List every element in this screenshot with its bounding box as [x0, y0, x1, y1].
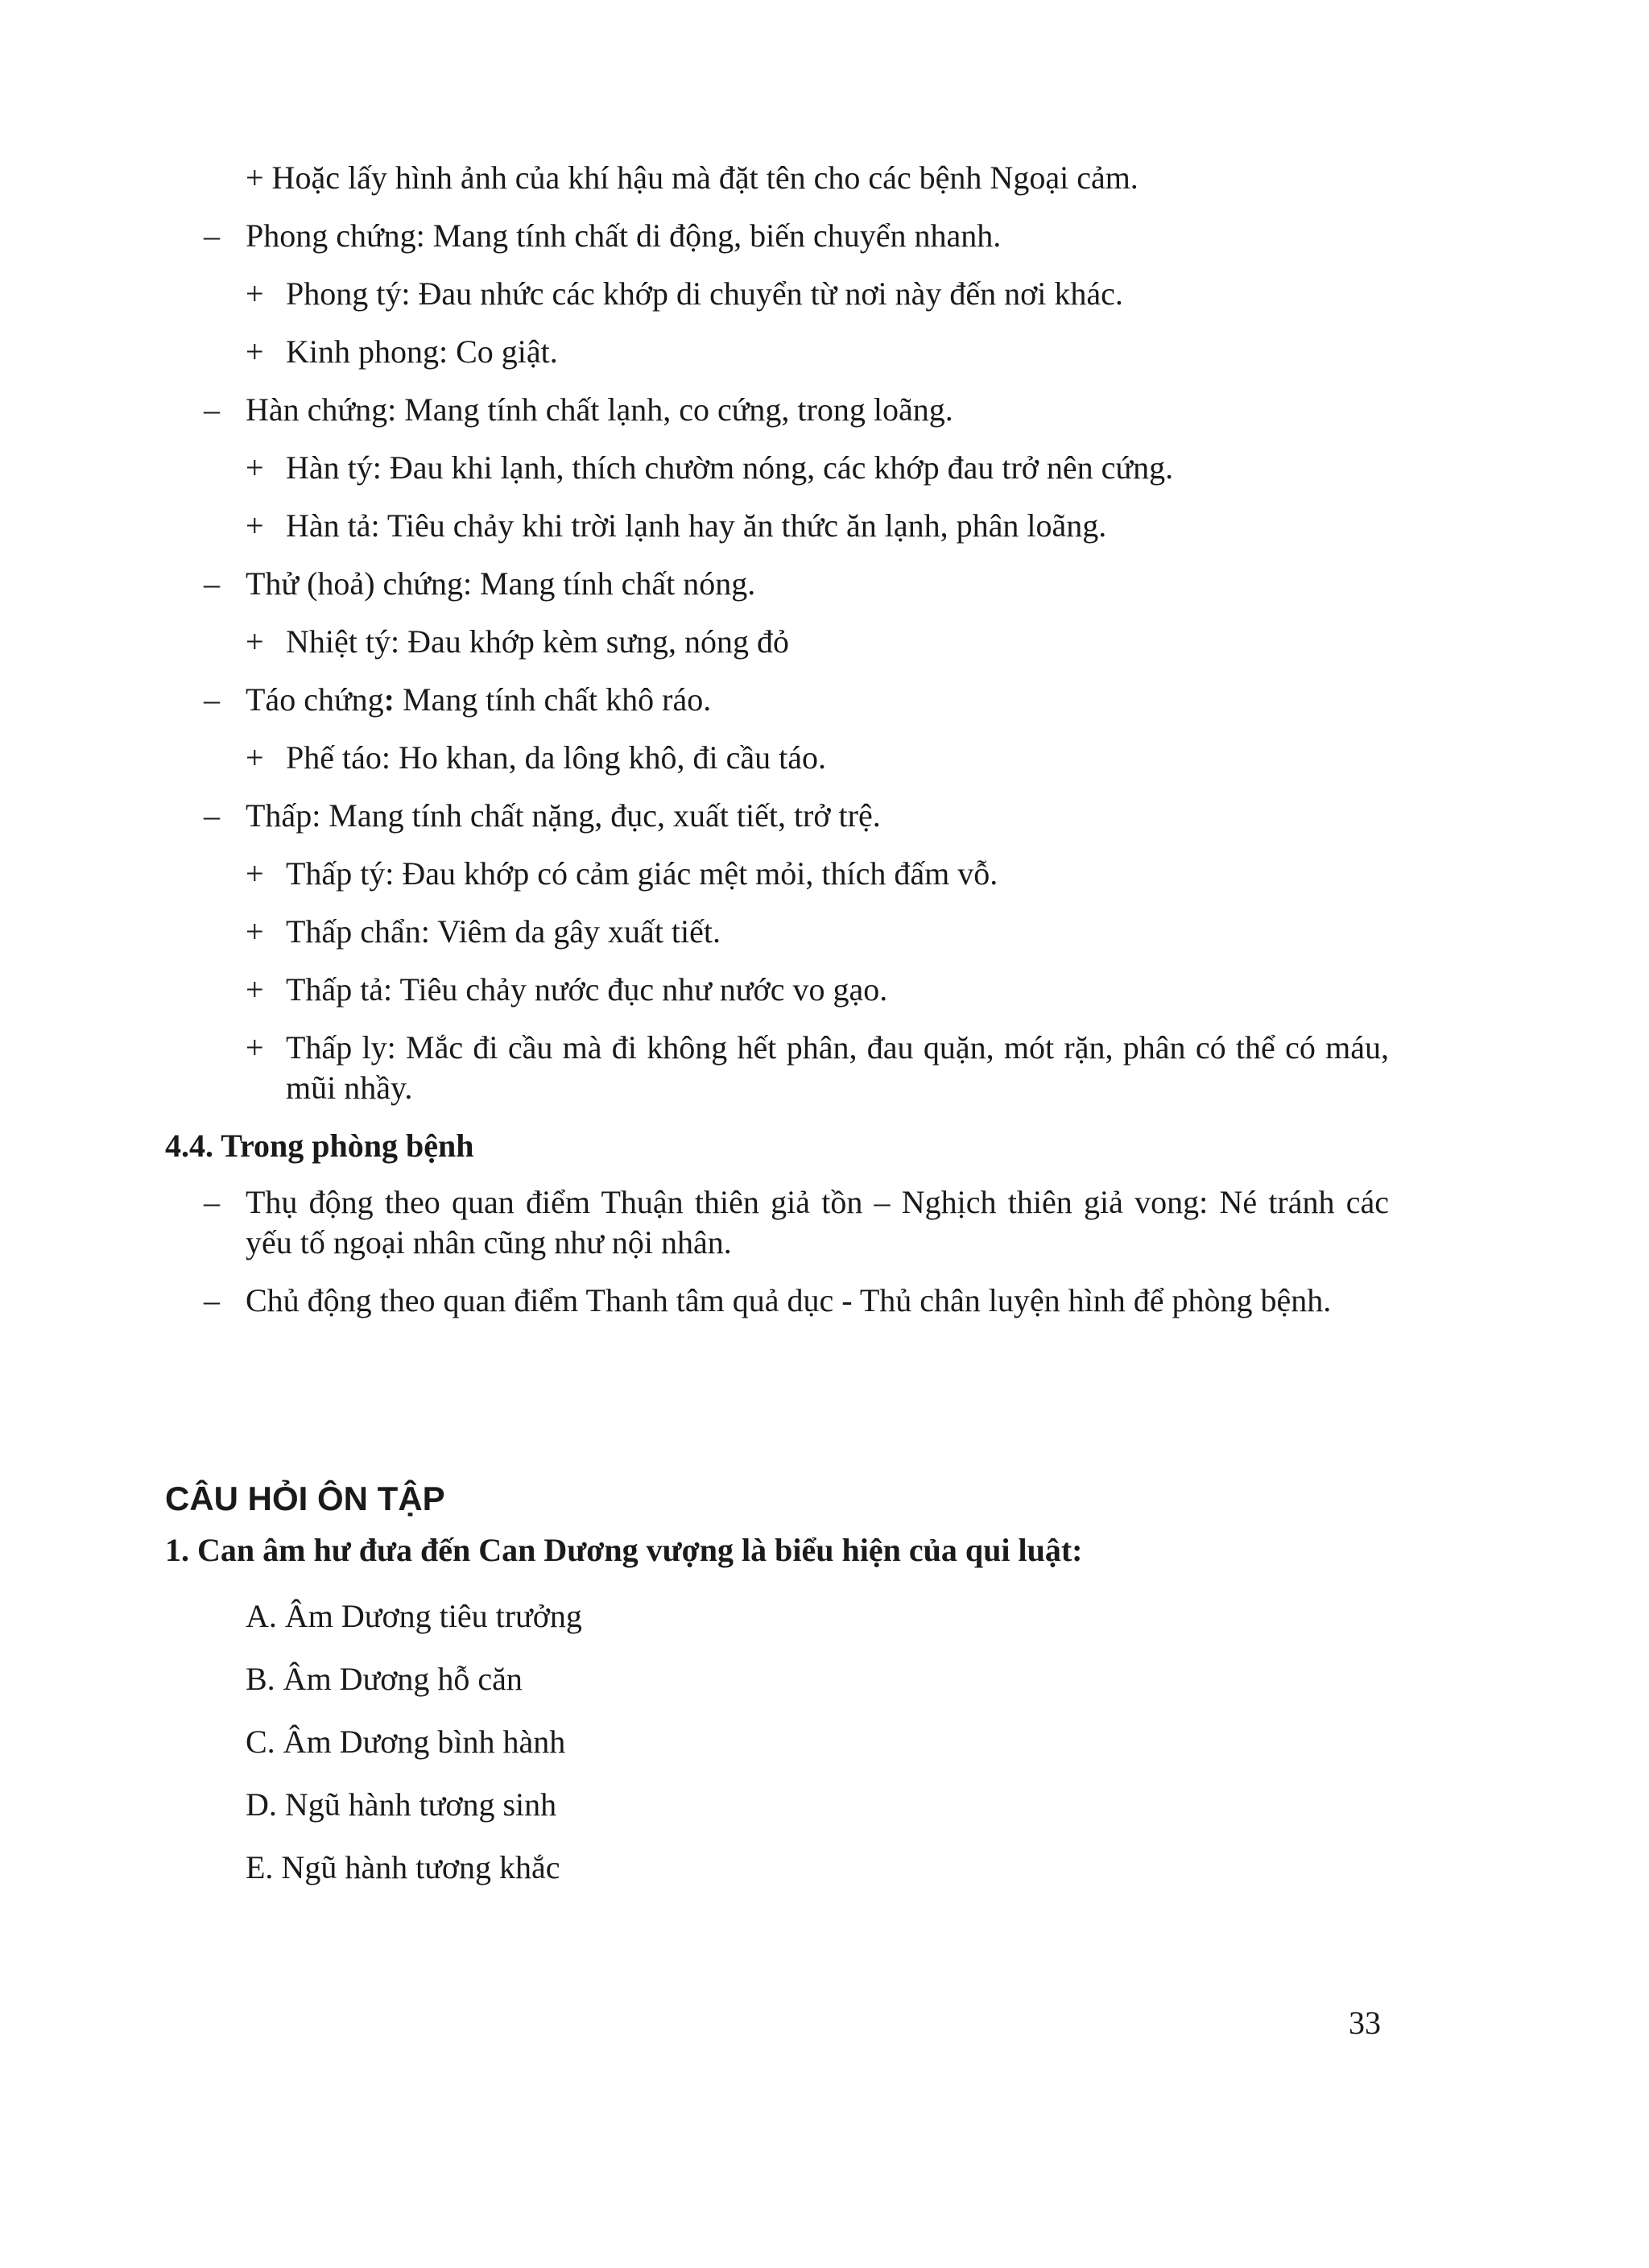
- list-item: [165, 506, 1389, 546]
- list-item: [165, 680, 1389, 720]
- section-heading: 4.4. Trong phòng bệnh: [165, 1128, 474, 1164]
- plus-marker: +: [246, 623, 264, 660]
- plus-marker: +: [246, 855, 264, 892]
- review-heading: CÂU HỎI ÔN TẬP: [165, 1480, 445, 1517]
- item-text: Kinh phong: Co giật.: [286, 333, 558, 370]
- dash-marker: –: [204, 681, 220, 718]
- dash-marker: –: [204, 1282, 220, 1318]
- list-item: [165, 1028, 1389, 1108]
- dash-marker: –: [204, 797, 220, 834]
- list-item: [165, 912, 1389, 952]
- item-text: Hàn chứng: Mang tính chất lạnh, co cứng, trong loãng.: [246, 391, 953, 428]
- list-item: [165, 332, 1389, 372]
- list-item: [165, 448, 1389, 488]
- list-item: [165, 274, 1389, 314]
- item-text: Hàn tý: Đau khi lạnh, thích chườm nóng, các khớp đau trở nên cứng.: [286, 449, 1174, 486]
- answer-option: A. Âm Dương tiêu trưởng: [246, 1598, 582, 1634]
- list-item: [165, 564, 1389, 604]
- list-item: [165, 854, 1389, 894]
- question-text: 1. Can âm hư đưa đến Can Dương vượng là biểu hiện của qui luật:: [165, 1532, 1083, 1568]
- item-text: Thấp chẩn: Viêm da gây xuất tiết.: [286, 913, 721, 950]
- item-text: Phong chứng: Mang tính chất di động, biến chuyển nhanh.: [246, 217, 1002, 254]
- answer-option: C. Âm Dương bình hành: [246, 1724, 566, 1760]
- bold-colon: :: [383, 681, 403, 718]
- answer-option: B. Âm Dương hỗ căn: [246, 1661, 523, 1697]
- item-text: Thụ động theo quan điểm Thuận thiên giả tồn – Nghịch thiên giả vong: Né tránh các yếu tố ngoại nhân cũng như nội nhân.: [246, 1184, 1389, 1260]
- list-item: [165, 622, 1389, 662]
- answer-option: E. Ngũ hành tương khắc: [246, 1849, 560, 1885]
- item-text: Chủ động theo quan điểm Thanh tâm quả dục - Thủ chân luyện hình để phòng bệnh.: [246, 1282, 1332, 1318]
- item-text: Thấp tả: Tiêu chảy nước đục như nước vo gạo.: [286, 971, 888, 1008]
- list-item: [165, 1281, 1389, 1321]
- list-item: [165, 390, 1389, 430]
- list-item: [165, 796, 1389, 836]
- item-text: Thấp ly: Mắc đi cầu mà đi không hết phân, đau quặn, mót rặn, phân có thể có máu, mũi nhầy.: [286, 1029, 1389, 1106]
- plus-marker: +: [246, 449, 264, 486]
- page-body: [165, 158, 1389, 1910]
- item-text: Mang tính chất khô ráo.: [402, 681, 712, 718]
- dash-marker: –: [204, 217, 220, 254]
- item-text: Phế táo: Ho khan, da lông khô, đi cầu táo.: [286, 739, 826, 776]
- plus-marker: +: [246, 739, 264, 776]
- plus-marker: +: [246, 1029, 264, 1066]
- item-text: Thấp: Mang tính chất nặng, đục, xuất tiết, trở trệ.: [246, 797, 881, 834]
- item-text: + Hoặc lấy hình ảnh của khí hậu mà đặt tên cho các bệnh Ngoại cảm.: [246, 159, 1139, 196]
- list-item: [165, 1182, 1389, 1263]
- item-text: Táo chứng: [246, 681, 384, 718]
- plus-marker: +: [246, 507, 264, 544]
- item-text: Nhiệt tý: Đau khớp kèm sưng, nóng đỏ: [286, 623, 789, 660]
- plus-marker: +: [246, 913, 264, 950]
- list-item: [165, 216, 1389, 256]
- item-text: Phong tý: Đau nhức các khớp di chuyển từ nơi này đến nơi khác.: [286, 275, 1123, 312]
- plus-marker: +: [246, 275, 264, 312]
- item-text: Hàn tả: Tiêu chảy khi trời lạnh hay ăn thức ăn lạnh, phân loãng.: [286, 507, 1107, 544]
- plus-marker: +: [246, 971, 264, 1008]
- list-item: [165, 970, 1389, 1010]
- plus-marker: +: [246, 333, 264, 370]
- list-item: [165, 158, 1389, 198]
- dash-marker: –: [204, 391, 220, 428]
- list-item: [165, 738, 1389, 778]
- answer-option: D. Ngũ hành tương sinh: [246, 1786, 557, 1823]
- page-number: 33: [1349, 2005, 1381, 2041]
- item-text: Thấp tý: Đau khớp có cảm giác mệt mỏi, thích đấm vỗ.: [286, 855, 998, 892]
- dash-marker: –: [204, 1184, 220, 1220]
- item-text: Thử (hoả) chứng: Mang tính chất nóng.: [246, 565, 756, 602]
- dash-marker: –: [204, 565, 220, 602]
